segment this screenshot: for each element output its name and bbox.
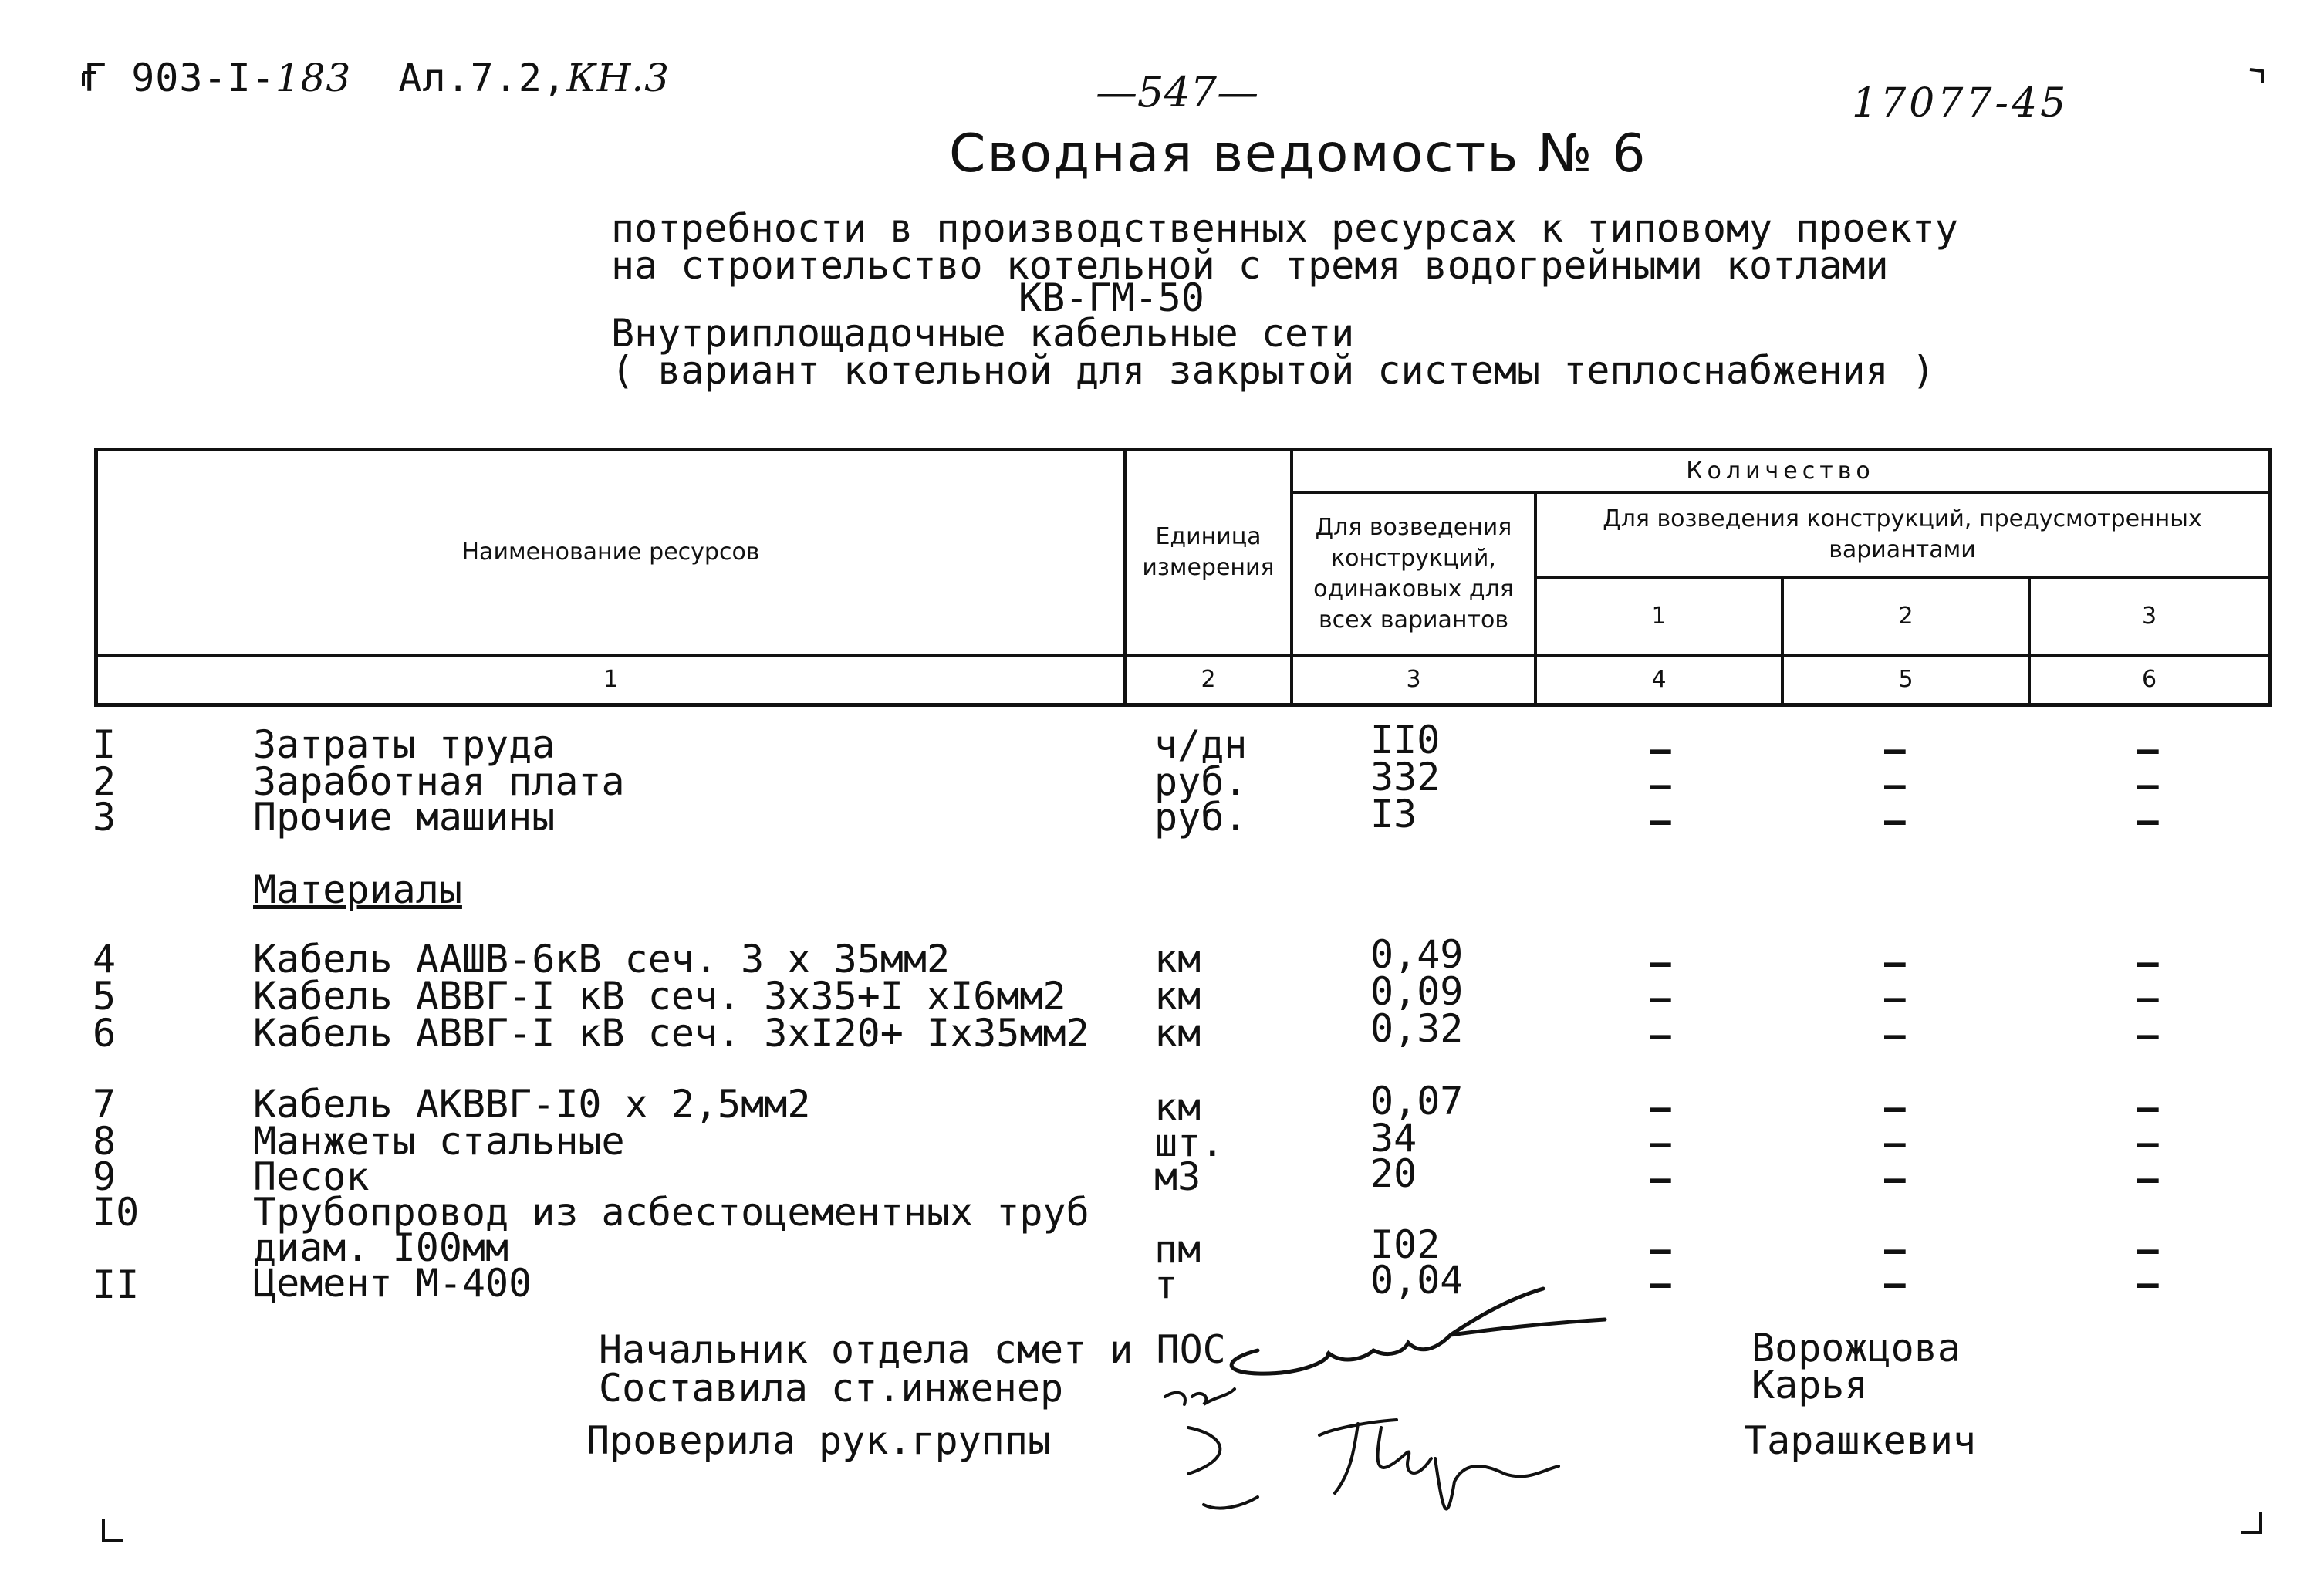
document-code-handwritten: 183 bbox=[275, 56, 352, 100]
inventory-number: 17077-45 bbox=[1852, 80, 2069, 127]
column-header-name: Наименование ресурсов bbox=[461, 539, 760, 566]
row-number: 2 bbox=[93, 759, 117, 804]
row-variant-3: – bbox=[2137, 977, 2159, 1019]
row-unit: т bbox=[1154, 1262, 1178, 1307]
row-number: 7 bbox=[93, 1082, 117, 1127]
row-variant-2: – bbox=[1884, 1086, 1906, 1128]
row-value: 0,09 bbox=[1370, 969, 1464, 1014]
row-variant-1: – bbox=[1650, 1014, 1671, 1056]
row-name: Цемент М-400 bbox=[253, 1261, 532, 1306]
row-value: 20 bbox=[1370, 1151, 1417, 1196]
row-variant-1: – bbox=[1650, 1086, 1671, 1128]
column-number: 6 bbox=[2141, 666, 2157, 693]
row-variant-2: – bbox=[1884, 1228, 1906, 1270]
column-number: 5 bbox=[1898, 666, 1914, 693]
row-variant-3: – bbox=[2137, 1228, 2159, 1270]
row-number: I bbox=[93, 722, 117, 767]
row-name: Кабель АВВГ-I кВ сеч. 3x35+I xI6мм2 bbox=[253, 974, 1066, 1019]
signature-role: Начальник отдела смет и ПОС bbox=[599, 1327, 1226, 1372]
variant-number: 3 bbox=[2141, 602, 2157, 630]
row-number: 8 bbox=[93, 1119, 117, 1164]
signature-name: Тарашкевич bbox=[1744, 1418, 1977, 1463]
row-value: 332 bbox=[1370, 755, 1441, 799]
subtitle-line: потребности в производственных ресурсах к типовому проекту bbox=[611, 206, 1958, 251]
row-unit: км bbox=[1154, 937, 1201, 982]
row-name-continued: диам. I00мм bbox=[253, 1225, 509, 1270]
row-name: Кабель АКВВГ-I0 x 2,5мм2 bbox=[253, 1082, 811, 1127]
row-variant-3: – bbox=[2137, 728, 2159, 770]
signature-role: Проверила рук.группы bbox=[586, 1418, 1052, 1463]
row-variant-3: – bbox=[2137, 799, 2159, 841]
column-header-by-variants: Для возведения конструкций, предусмотренных вариантами bbox=[1603, 505, 2202, 563]
row-number: 4 bbox=[93, 937, 117, 982]
column-header-same-for-all: Для возведения конструкций, одинаковых для всех вариантов bbox=[1313, 513, 1514, 634]
row-name: Манжеты стальные bbox=[253, 1119, 625, 1164]
row-name: Кабель ААШВ-6кВ сеч. 3 x 35мм2 bbox=[253, 937, 951, 982]
row-value: 34 bbox=[1370, 1116, 1417, 1161]
column-number: 4 bbox=[1651, 666, 1667, 693]
subtitle-line: на строительство котельной с тремя водогрейными котлами bbox=[611, 243, 1889, 288]
subtitle-line: КВ-ГМ-50 bbox=[1018, 275, 1204, 320]
row-variant-2: – bbox=[1884, 1157, 1906, 1199]
row-variant-1: – bbox=[1650, 1122, 1671, 1164]
row-number: 9 bbox=[93, 1154, 117, 1199]
row-variant-1: – bbox=[1650, 1262, 1671, 1304]
row-variant-2: – bbox=[1884, 799, 1906, 841]
row-number: II bbox=[93, 1262, 140, 1307]
row-number: 6 bbox=[93, 1011, 117, 1056]
row-number: 3 bbox=[93, 795, 117, 840]
row-variant-2: – bbox=[1884, 764, 1906, 806]
row-variant-1: – bbox=[1650, 977, 1671, 1019]
row-variant-3: – bbox=[2137, 1262, 2159, 1304]
row-name: Песок bbox=[253, 1154, 370, 1199]
row-value: II0 bbox=[1370, 718, 1441, 762]
row-variant-2: – bbox=[1884, 941, 1906, 983]
row-variant-3: – bbox=[2137, 941, 2159, 983]
row-variant-2: – bbox=[1884, 1122, 1906, 1164]
row-unit: шт. bbox=[1154, 1120, 1224, 1165]
column-number: 2 bbox=[1201, 666, 1216, 693]
row-variant-1: – bbox=[1650, 799, 1671, 841]
row-unit: м3 bbox=[1154, 1154, 1201, 1199]
row-value: I02 bbox=[1370, 1222, 1441, 1267]
subtitle-line: Внутриплощадочные кабельные сети bbox=[611, 311, 1355, 356]
row-unit: км bbox=[1154, 1011, 1201, 1056]
row-variant-2: – bbox=[1884, 728, 1906, 770]
signature-name: Карья bbox=[1751, 1363, 1868, 1407]
row-value: 0,07 bbox=[1370, 1079, 1464, 1124]
row-variant-1: – bbox=[1650, 941, 1671, 983]
row-name: Затраты труда bbox=[253, 722, 556, 767]
row-variant-3: – bbox=[2137, 764, 2159, 806]
signature-name: Ворожцова bbox=[1751, 1326, 1961, 1370]
column-header-quantity: Количество bbox=[1686, 457, 1875, 485]
variant-number: 1 bbox=[1651, 602, 1667, 630]
row-value: I3 bbox=[1370, 792, 1417, 836]
row-variant-1: – bbox=[1650, 764, 1671, 806]
sheet-number: —547— bbox=[1096, 68, 1259, 117]
page-title: Сводная ведомость № 6 bbox=[949, 123, 1647, 184]
row-unit: ч/дн bbox=[1154, 722, 1248, 767]
column-number: 1 bbox=[603, 666, 619, 693]
row-name: Трубопровод из асбестоцементных труб bbox=[253, 1190, 1089, 1235]
materials-heading: Материалы bbox=[253, 867, 462, 912]
signature-role: Составила ст.инженер bbox=[599, 1366, 1064, 1411]
row-variant-3: – bbox=[2137, 1122, 2159, 1164]
row-variant-1: – bbox=[1650, 728, 1671, 770]
row-name: Заработная плата bbox=[253, 759, 625, 804]
row-number: 5 bbox=[93, 974, 117, 1019]
row-variant-1: – bbox=[1650, 1228, 1671, 1270]
row-variant-3: – bbox=[2137, 1086, 2159, 1128]
row-unit: пм bbox=[1154, 1227, 1201, 1272]
row-value: 0,49 bbox=[1370, 932, 1464, 977]
row-variant-1: – bbox=[1650, 1157, 1671, 1199]
row-variant-3: – bbox=[2137, 1014, 2159, 1056]
row-unit: руб. bbox=[1154, 759, 1248, 804]
variant-number: 2 bbox=[1898, 602, 1914, 630]
row-value: 0,32 bbox=[1370, 1006, 1464, 1051]
row-variant-2: – bbox=[1884, 1262, 1906, 1304]
row-name: Кабель АВВГ-I кВ сеч. 3xI20+ Ix35мм2 bbox=[253, 1011, 1089, 1056]
column-header-unit: Единица измерения bbox=[1142, 523, 1275, 581]
column-number: 3 bbox=[1406, 666, 1421, 693]
row-variant-3: – bbox=[2137, 1157, 2159, 1199]
document-code-printed: Г 903-I- bbox=[83, 56, 275, 100]
row-number: I0 bbox=[93, 1190, 140, 1235]
row-unit: км bbox=[1154, 1085, 1201, 1130]
book-handwritten: КН.3 bbox=[566, 56, 671, 100]
row-variant-2: – bbox=[1884, 977, 1906, 1019]
subtitle-line: ( вариант котельной для закрытой системы теплоснабжения ) bbox=[611, 348, 1935, 393]
row-variant-2: – bbox=[1884, 1014, 1906, 1056]
row-value: 0,04 bbox=[1370, 1258, 1464, 1303]
row-name: Прочие машины bbox=[253, 795, 556, 840]
row-unit: км bbox=[1154, 974, 1201, 1019]
row-unit: руб. bbox=[1154, 795, 1248, 840]
album-label: Ал.7.2, bbox=[398, 56, 567, 100]
